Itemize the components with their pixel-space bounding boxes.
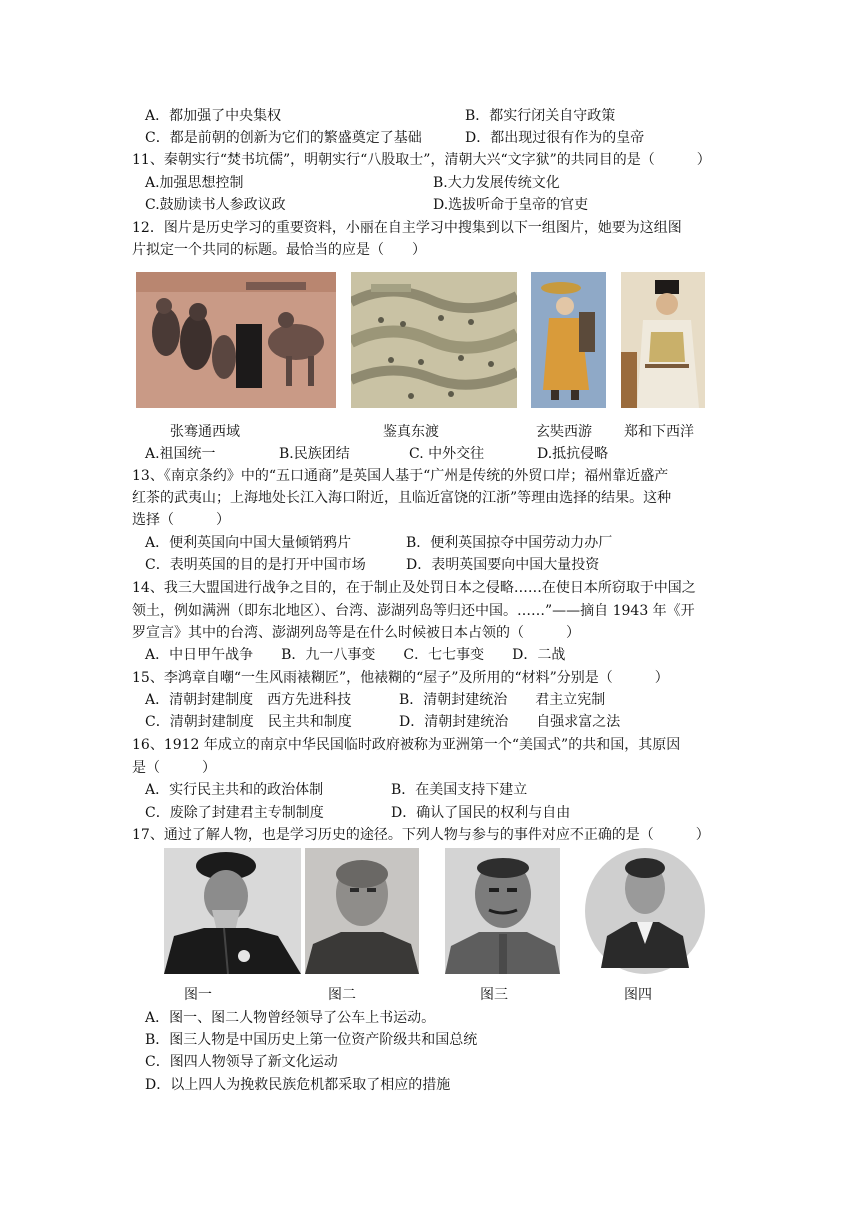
- q10-option-d: D．都出现过很有作为的皇帝: [465, 130, 645, 146]
- portrait-4-image: [585, 848, 705, 974]
- q12-caption-3: 玄奘西游: [536, 424, 592, 440]
- q11-option-b: B.大力发展传统文化: [433, 175, 560, 191]
- q16-stem-line1: 16、1912 年成立的南京中华民国临时政府被称为亚洲第一个“美国式”的共和国，其原因: [132, 737, 681, 753]
- q14-options: A．中日甲午战争 B．九一八事变 C．七七事变 D．二战: [145, 647, 566, 663]
- q17-option-d: D．以上四人为挽救民族危机都采取了相应的措施: [145, 1077, 451, 1093]
- q12-stem-line2: 片拟定一个共同的标题。最恰当的应是（ ）: [132, 242, 426, 258]
- portrait-3-image: [445, 848, 560, 974]
- q17-stem: 17、通过了解人物，也是学习历史的途径。下列人物与参与的事件对应不正确的是（ ）: [132, 827, 710, 843]
- q17-option-a: A．图一、图二人物曾经领导了公车上书运动。: [145, 1010, 436, 1026]
- q14-stem-line1: 14、我三大盟国进行战争之目的，在于制止及处罚日本之侵略……在使日本所窃取于中国之: [132, 580, 696, 596]
- q11-option-d: D.选拔听命于皇帝的官吏: [433, 197, 589, 213]
- q16-option-b: B．在美国支持下建立: [391, 782, 528, 798]
- zhang-qian-fresco-image: [136, 272, 336, 408]
- q15-option-b: B．清朝封建统治 君主立宪制: [399, 692, 606, 708]
- q11-stem: 11、秦朝实行“焚书坑儒”，明朝实行“八股取士”，清朝大兴“文字狱”的共同目的是（ ）: [132, 152, 711, 168]
- q12-option-a: A.祖国统一: [145, 446, 216, 462]
- q12-caption-2: 鉴真东渡: [383, 424, 439, 440]
- zheng-he-portrait-image: [621, 272, 705, 408]
- q17-option-c: C．图四人物领导了新文化运动: [145, 1054, 338, 1070]
- portrait-2-image: [305, 848, 419, 974]
- q17-caption-4: 图四: [624, 987, 652, 1003]
- q16-option-c: C．废除了封建君主专制制度: [145, 805, 324, 821]
- q14-stem-line2: 领土，例如满洲（即东北地区）、台湾、澎湖列岛等归还中国。……”——摘自 1943 年《开: [132, 603, 695, 619]
- portrait-1-image: [164, 848, 301, 974]
- q13-option-d: D．表明英国要向中国大量投资: [406, 557, 600, 573]
- q12-caption-1: 张骞通西域: [170, 424, 240, 440]
- q13-stem-line3: 选择（ ）: [132, 512, 230, 528]
- q13-option-a: A．便利英国向中国大量倾销鸦片: [145, 535, 352, 551]
- q12-stem-line1: 12．图片是历史学习的重要资料，小丽在自主学习中搜集到以下一组图片，她要为这组图: [132, 220, 682, 236]
- jianzhen-voyage-scroll-image: [351, 272, 517, 408]
- q16-stem-line2: 是（ ）: [132, 760, 216, 776]
- xuanzang-portrait-image: [531, 272, 606, 408]
- q11-option-c: C.鼓励读书人参政议政: [145, 197, 286, 213]
- q16-option-a: A．实行民主共和的政治体制: [145, 782, 324, 798]
- q12-option-d: D.抵抗侵略: [537, 446, 609, 462]
- q15-stem: 15、李鸿章自嘲“一生风雨裱糊匠”，他裱糊的“屋子”及所用的“材料”分别是（ ）: [132, 670, 669, 686]
- q13-stem-line2: 红茶的武夷山；上海地处长江入海口附近，且临近富饶的江浙”等理由选择的结果。这种: [132, 490, 672, 506]
- q14-stem-line3: 罗宣言》其中的台湾、澎湖列岛等是在什么时候被日本占领的（ ）: [132, 625, 580, 641]
- q10-option-b: B．都实行闭关自守政策: [465, 108, 616, 124]
- q10-option-a: A．都加强了中央集权: [145, 108, 282, 124]
- q12-caption-4: 郑和下西洋: [624, 424, 694, 440]
- q11-option-a: A.加强思想控制: [145, 175, 244, 191]
- q13-option-c: C．表明英国的目的是打开中国市场: [145, 557, 366, 573]
- q10-option-c: C．都是前朝的创新为它们的繁盛奠定了基础: [145, 130, 422, 146]
- q13-stem-line1: 13、《南京条约》中的“五口通商”是英国人基于“广州是传统的外贸口岸；福州靠近盛产: [132, 468, 669, 484]
- q17-option-b: B．图三人物是中国历史上第一位资产阶级共和国总统: [145, 1032, 478, 1048]
- q17-caption-3: 图三: [480, 987, 508, 1003]
- q15-option-c: C．清朝封建制度 民主共和制度: [145, 714, 352, 730]
- q12-option-b: B.民族团结: [279, 446, 350, 462]
- q12-option-c: C. 中外交往: [409, 446, 485, 462]
- q17-caption-2: 图二: [328, 987, 356, 1003]
- q16-option-d: D．确认了国民的权利与自由: [391, 805, 571, 821]
- q15-option-a: A．清朝封建制度 西方先进科技: [145, 692, 352, 708]
- q17-caption-1: 图一: [184, 987, 212, 1003]
- q15-option-d: D．清朝封建统治 自强求富之法: [399, 714, 621, 730]
- q13-option-b: B．便利英国掠夺中国劳动力办厂: [406, 535, 613, 551]
